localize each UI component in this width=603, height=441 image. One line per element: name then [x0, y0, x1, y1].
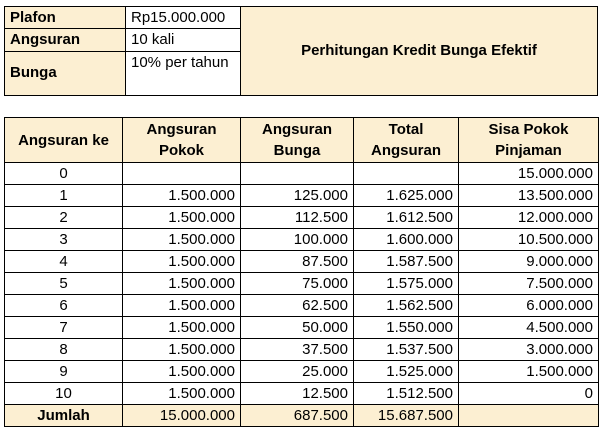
remaining-principal: 7.500.000	[459, 273, 599, 295]
total-principal: 15.000.000	[123, 405, 241, 427]
table-row	[5, 361, 599, 383]
installment-schedule-table	[4, 117, 599, 427]
total-payment: 1.562.500	[354, 295, 459, 317]
interest-payment: 125.000	[241, 185, 354, 207]
interest-payment: 62.500	[241, 295, 354, 317]
table-row	[5, 295, 599, 317]
remaining-principal: 10.500.000	[459, 229, 599, 251]
page-title: Perhitungan Kredit Bunga Efektif	[241, 7, 598, 96]
total-payment: 1.612.500	[354, 207, 459, 229]
installment-number: 6	[5, 295, 123, 317]
total-payment	[354, 163, 459, 185]
col-header-angsuran-ke: Angsuran ke	[5, 118, 123, 163]
remaining-principal: 6.000.000	[459, 295, 599, 317]
angsuran-value: 10 kali	[126, 29, 241, 51]
col-header-sisa-pokok: Sisa Pokok Pinjaman	[459, 118, 599, 163]
table-row	[5, 317, 599, 339]
installment-number: 0	[5, 163, 123, 185]
table-row	[5, 207, 599, 229]
installment-number: 8	[5, 339, 123, 361]
total-row	[5, 405, 599, 427]
total-payment: 1.600.000	[354, 229, 459, 251]
principal-payment: 1.500.000	[123, 295, 241, 317]
interest-payment: 25.000	[241, 361, 354, 383]
principal-payment: 1.500.000	[123, 317, 241, 339]
total-payment: 1.575.000	[354, 273, 459, 295]
principal-payment: 1.500.000	[123, 251, 241, 273]
remaining-principal: 9.000.000	[459, 251, 599, 273]
interest-payment: 75.000	[241, 273, 354, 295]
bunga-value: 10% per tahun	[126, 51, 241, 96]
remaining-principal: 15.000.000	[459, 163, 599, 185]
installment-number: 2	[5, 207, 123, 229]
table-row	[5, 185, 599, 207]
installment-number: 7	[5, 317, 123, 339]
col-header-angsuran-bunga: Angsuran Bunga	[241, 118, 354, 163]
total-label: Jumlah	[5, 405, 123, 427]
total-payment: 1.537.500	[354, 339, 459, 361]
installment-number: 3	[5, 229, 123, 251]
installment-number: 5	[5, 273, 123, 295]
total-payment: 1.550.000	[354, 317, 459, 339]
col-header-angsuran-pokok: Angsuran Pokok	[123, 118, 241, 163]
interest-payment: 12.500	[241, 383, 354, 405]
bunga-label: Bunga	[5, 51, 126, 96]
table-row	[5, 229, 599, 251]
plafon-label: Plafon	[5, 7, 126, 29]
interest-payment: 50.000	[241, 317, 354, 339]
table-row	[5, 163, 599, 185]
table-row	[5, 251, 599, 273]
total-payment: 1.512.500	[354, 383, 459, 405]
principal-payment	[123, 163, 241, 185]
principal-payment: 1.500.000	[123, 361, 241, 383]
plafon-value: Rp15.000.000	[126, 7, 241, 29]
interest-payment	[241, 163, 354, 185]
total-payment-sum: 15.687.500	[354, 405, 459, 427]
remaining-principal: 13.500.000	[459, 185, 599, 207]
col-header-total-angsuran: Total Angsuran	[354, 118, 459, 163]
principal-payment: 1.500.000	[123, 185, 241, 207]
remaining-principal: 12.000.000	[459, 207, 599, 229]
remaining-principal: 4.500.000	[459, 317, 599, 339]
principal-payment: 1.500.000	[123, 383, 241, 405]
table-row	[5, 273, 599, 295]
angsuran-label: Angsuran	[5, 29, 126, 51]
interest-payment: 87.500	[241, 251, 354, 273]
principal-payment: 1.500.000	[123, 229, 241, 251]
installment-number: 4	[5, 251, 123, 273]
remaining-principal: 1.500.000	[459, 361, 599, 383]
total-payment: 1.587.500	[354, 251, 459, 273]
installment-number: 1	[5, 185, 123, 207]
installment-number: 9	[5, 361, 123, 383]
total-payment: 1.525.000	[354, 361, 459, 383]
total-remaining	[459, 405, 599, 427]
total-interest: 687.500	[241, 405, 354, 427]
interest-payment: 100.000	[241, 229, 354, 251]
principal-payment: 1.500.000	[123, 273, 241, 295]
table-row	[5, 339, 599, 361]
table-row	[5, 383, 599, 405]
interest-payment: 112.500	[241, 207, 354, 229]
installment-number: 10	[5, 383, 123, 405]
loan-info-table	[4, 6, 598, 96]
principal-payment: 1.500.000	[123, 207, 241, 229]
remaining-principal: 0	[459, 383, 599, 405]
table-header-row	[5, 118, 599, 163]
total-payment: 1.625.000	[354, 185, 459, 207]
remaining-principal: 3.000.000	[459, 339, 599, 361]
principal-payment: 1.500.000	[123, 339, 241, 361]
interest-payment: 37.500	[241, 339, 354, 361]
